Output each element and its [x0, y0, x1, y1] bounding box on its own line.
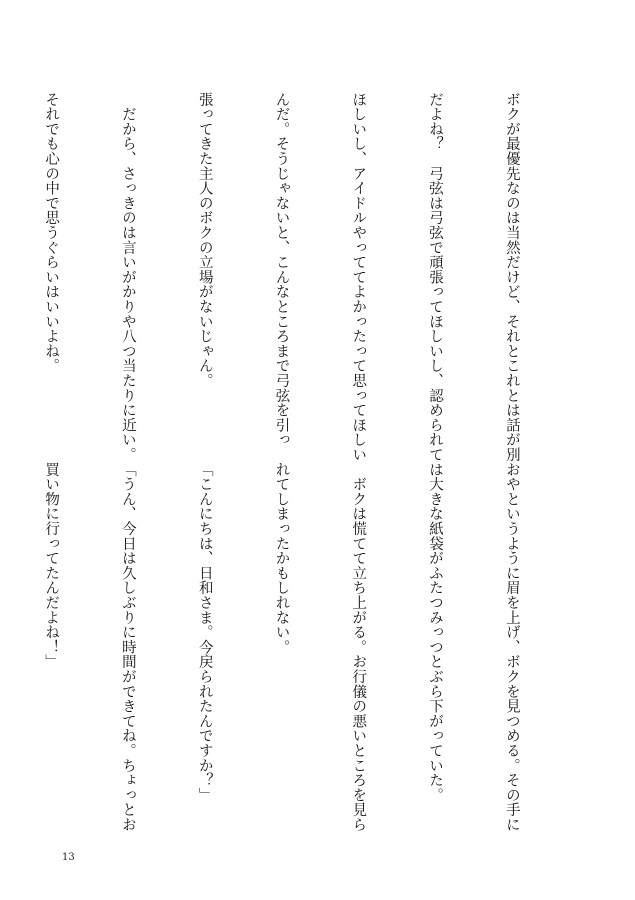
text-line: 「うん、今日は久しぶりに時間ができてね。ちょっとお [119, 462, 136, 832]
text-line: ボクは慌てて立ち上がる。お行儀の悪いところを見ら [350, 462, 367, 832]
text-line: は大きな紙袋がふたつみっつとぶら下がっていた。 [427, 462, 444, 803]
text-line: おやというように眉を上げ、ボクを見つめる。その手に [503, 462, 520, 832]
text-line: 張ってきた主人のボクの立場がないじゃん。 [196, 92, 213, 388]
upper-text-block [0, 92, 575, 462]
text-line: 「こんにちは、日和さま。今戻られたんですか？」 [196, 462, 213, 803]
text-line: だよね？ 弓弦は弓弦で頑張ってほしいし、認められて [427, 92, 444, 462]
text-line: ボクが最優先なのは当然だけど、それとこれとは話が別 [503, 92, 520, 462]
page-number: 13 [62, 852, 75, 863]
text-line: ほしいし、アイドルやっててよかったって思ってほしい [350, 92, 367, 462]
lower-text-block [0, 462, 575, 832]
text-line: だから、さっきのは言いがかりや八つ当たりに近い。 [119, 92, 136, 462]
text-line: それでも心の中で思うぐらいはいいよね。 [43, 92, 60, 374]
text-line: 買い物に行ってたんだよね！」 [43, 462, 60, 670]
text-line: んだ。そうじゃないと、こんなところまで弓弦を引っ [273, 92, 290, 448]
text-line: れてしまったかもしれない。 [273, 462, 290, 655]
